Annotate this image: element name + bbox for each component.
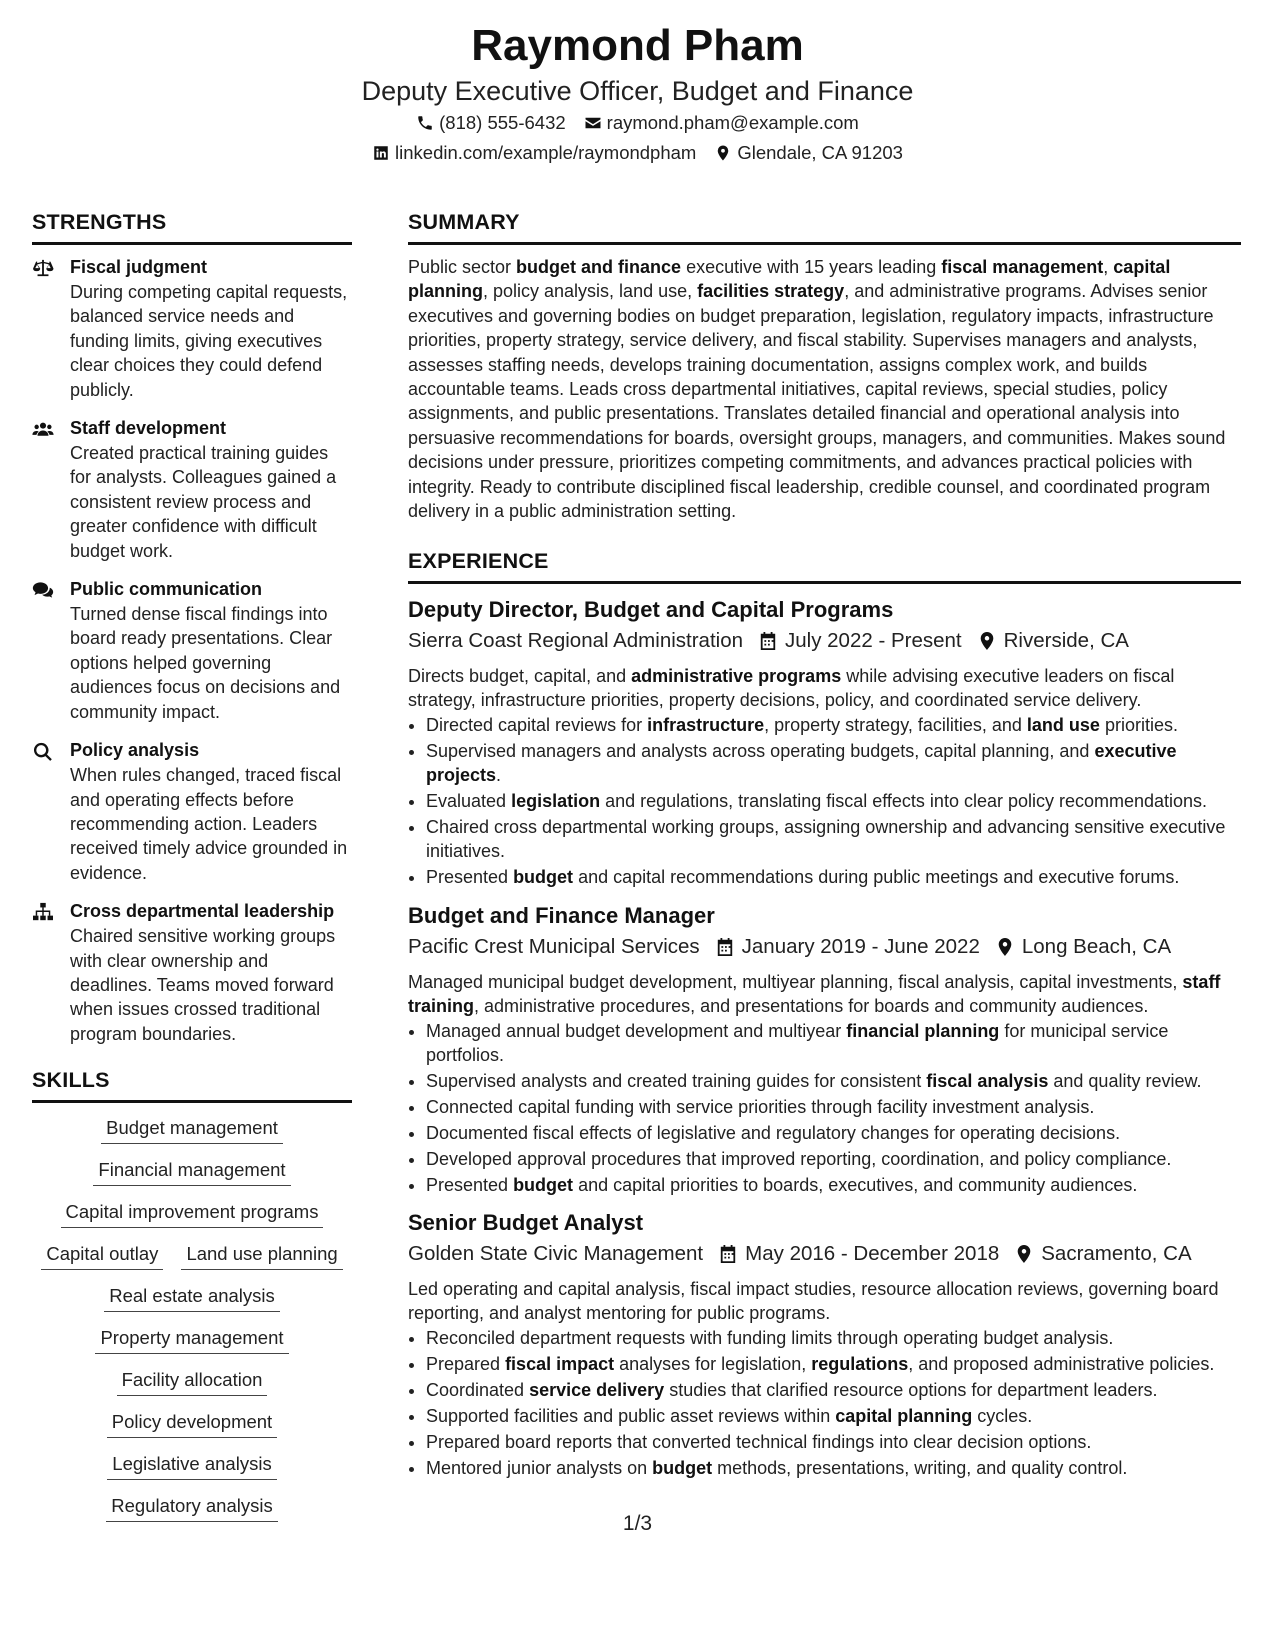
job-dates: May 2016 - December 2018 [719, 1239, 999, 1269]
experience-list [408, 594, 1241, 1481]
email-text: raymond.pham@example.com [606, 112, 859, 133]
contact-row-1 [0, 108, 1275, 138]
job-location: Sacramento, CA [1015, 1239, 1191, 1269]
skill-row [32, 1115, 352, 1144]
skill-row [32, 1451, 352, 1480]
resume-header [0, 18, 1275, 168]
skill-row [32, 1241, 352, 1270]
strength-description: When rules changed, traced fiscal and operating effects before recommending action. Leaders received timely advice grounded in evidence. [70, 765, 348, 883]
calendar-icon [716, 937, 734, 957]
candidate-name: Raymond Pham [471, 21, 804, 70]
strength-description: Created practical training guides for analysts. Colleagues gained a consistent review process and greater confidence with difficult budget work. [70, 443, 337, 561]
candidate-title: Deputy Executive Officer, Budget and Finance [361, 76, 914, 106]
skill-row [32, 1283, 352, 1312]
skill-tag: Policy development [107, 1409, 277, 1438]
contact-linkedin[interactable] [372, 138, 696, 168]
contact-row-2 [0, 138, 1275, 168]
skills-list [32, 1115, 352, 1522]
job-description: Led operating and capital analysis, fiscal impact studies, resource allocation reviews, governing board reporting, and analyst mentoring for public programs. [408, 1279, 1219, 1324]
summary-heading: SUMMARY [408, 202, 1241, 245]
job-description: Managed municipal budget development, multiyear planning, fiscal analysis, capital investments, staff training, administrative procedures, and presentations for boards and community audiences. [408, 971, 1221, 1016]
linkedin-text: linkedin.com/example/raymondpham [395, 142, 697, 163]
job-bullet: • Prepared fiscal impact analyses for legislation, regulations, and proposed administrative policies. [426, 1353, 1241, 1377]
job-bullet: • Supported facilities and public asset reviews within capital planning cycles. [426, 1405, 1241, 1429]
job-bullet: • Presented budget and capital priorities to boards, executives, and community audiences. [426, 1174, 1241, 1198]
job-bullet: • Managed annual budget development and multiyear financial planning for municipal service portfolios. [426, 1020, 1241, 1068]
right-column [408, 202, 1241, 1491]
map-pin-icon [996, 937, 1014, 957]
strength-item [32, 416, 352, 563]
job-bullet: • Supervised analysts and created training guides for consistent fiscal analysis and quality review. [426, 1070, 1241, 1094]
skill-tag: Property management [95, 1325, 288, 1354]
job-location: Riverside, CA [978, 626, 1129, 656]
sitemap-icon [32, 899, 70, 1046]
job-bullet: • Mentored junior analysts on budget methods, presentations, writing, and quality control. [426, 1457, 1241, 1481]
contact-email[interactable] [584, 108, 859, 138]
job-bullets [408, 1327, 1241, 1481]
experience-heading: EXPERIENCE [408, 541, 1241, 584]
job-title: Senior Budget Analyst [408, 1210, 644, 1236]
strength-description: Chaired sensitive working groups with clear ownership and deadlines. Teams moved forward when issues crossed traditional program boundaries. [70, 926, 336, 1044]
strength-item [32, 738, 352, 885]
skill-tag: Real estate analysis [104, 1283, 280, 1312]
skill-tag: Regulatory analysis [106, 1493, 277, 1522]
job-description: Directs budget, capital, and administrative programs while advising executive leaders on fiscal strategy, infrastructure priorities, property decisions, policy, and coordinated service delivery. [408, 666, 1175, 711]
job-dates: July 2022 - Present [759, 626, 962, 656]
job-bullet: • Presented budget and capital recommendations during public meetings and executive forums. [426, 866, 1241, 890]
job-bullet: • Supervised managers and analysts across operating budgets, capital planning, and executive projects. [426, 740, 1241, 788]
job-title: Deputy Director, Budget and Capital Programs [408, 597, 894, 623]
job-organization: Pacific Crest Municipal Services [408, 934, 700, 958]
page-indicator: 1/3 [622, 1512, 653, 1535]
job-bullet: • Developed approval procedures that improved reporting, coordination, and policy compliance. [426, 1148, 1241, 1172]
job-bullet: • Evaluated legislation and regulations, translating fiscal effects into clear policy recommendations. [426, 790, 1241, 814]
job-location: Long Beach, CA [996, 932, 1171, 962]
job-organization: Sierra Coast Regional Administration [408, 629, 743, 653]
job-bullet: • Connected capital funding with service priorities through facility investment analysis. [426, 1096, 1241, 1120]
job-title: Budget and Finance Manager [408, 902, 715, 928]
map-pin-icon [978, 631, 996, 651]
linkedin-icon [372, 144, 390, 162]
skill-tag: Capital outlay [41, 1241, 163, 1270]
job-bullet: • Documented fiscal effects of legislative and regulatory changes for operating decisions. [426, 1122, 1241, 1146]
job-organization: Golden State Civic Management [408, 1242, 704, 1266]
map-pin-icon [714, 144, 732, 162]
strength-title: Cross departmental leadership [70, 901, 335, 922]
strength-item [32, 577, 352, 724]
skill-tag: Capital improvement programs [61, 1199, 324, 1228]
skill-tag: Legislative analysis [107, 1451, 276, 1480]
summary-text: Public sector budget and finance executive with 15 years leading fiscal management, capital planning, policy analysis, land use, facilities strategy, and administrative programs. Advises senior executives and governing bodies on budget preparation, legislation, regulatory impacts, infrastructure priorities, property strategy, service delivery, and fiscal stability. Supervises managers and analysts, assesses staffing needs, develops training documentation, assigns complex work, and builds accountable teams. Leads cross departmental initiatives, capital reviews, special studies, policy assignments, and public presentations. Translates detailed financial and operational analysis into persuasive recommendations for boards, oversight groups, managers, and communities. Makes sound decisions under pressure, prioritizes competing commitments, and advances practical policies with integrity. Ready to contribute disciplined fiscal leadership, credible counsel, and coordinated program delivery in a public administration setting. [408, 257, 1226, 522]
job-bullet: • Prepared board reports that converted technical findings into clear decision options. [426, 1431, 1241, 1455]
left-column [32, 202, 352, 1535]
strength-title: Policy analysis [70, 740, 200, 761]
strength-item [32, 899, 352, 1046]
calendar-icon [759, 631, 777, 651]
skill-tag: Financial management [93, 1157, 290, 1186]
strength-title: Public communication [70, 579, 263, 600]
skill-row [32, 1325, 352, 1354]
phone-text: (818) 555-6432 [439, 112, 566, 133]
strength-item [32, 255, 352, 402]
job-entry [408, 1207, 1241, 1481]
location-text: Glendale, CA 91203 [737, 142, 903, 163]
job-bullet: • Chaired cross departmental working groups, assigning ownership and advancing sensitive executive initiatives. [426, 816, 1241, 864]
skill-row [32, 1199, 352, 1228]
job-meta [408, 932, 1241, 962]
map-pin-icon [1015, 1244, 1033, 1264]
job-bullet: • Reconciled department requests with funding limits through operating budget analysis. [426, 1327, 1241, 1351]
strengths-heading: STRENGTHS [32, 202, 352, 245]
skill-row [32, 1157, 352, 1186]
skill-tag: Facility allocation [117, 1367, 268, 1396]
job-bullet: • Coordinated service delivery studies that clarified resource options for department leaders. [426, 1379, 1241, 1403]
job-bullets [408, 714, 1241, 889]
job-entry [408, 594, 1241, 889]
skill-row [32, 1367, 352, 1396]
calendar-icon [719, 1244, 737, 1264]
contact-location [714, 138, 903, 168]
skill-tag: Budget management [101, 1115, 283, 1144]
job-dates: January 2019 - June 2022 [716, 932, 980, 962]
users-icon [32, 416, 70, 563]
strength-title: Staff development [70, 418, 227, 439]
phone-icon [416, 114, 434, 132]
job-entry [408, 900, 1241, 1198]
strength-title: Fiscal judgment [70, 257, 208, 277]
skill-tag: Land use planning [181, 1241, 342, 1270]
contact-phone [416, 108, 566, 138]
skills-heading: SKILLS [32, 1060, 352, 1103]
envelope-icon [584, 114, 602, 132]
job-bullet: • Directed capital reviews for infrastructure, property strategy, facilities, and land use priorities. [426, 714, 1241, 738]
strength-description: During competing capital requests, balanced service needs and funding limits, giving executives clear choices they could defend publicly. [70, 282, 348, 400]
scale-icon [32, 255, 70, 402]
search-icon [32, 738, 70, 885]
job-bullets [408, 1020, 1241, 1198]
skill-row [32, 1409, 352, 1438]
job-meta [408, 1239, 1241, 1269]
job-meta [408, 626, 1241, 656]
comments-icon [32, 577, 70, 724]
strengths-list [32, 255, 352, 1046]
strength-description: Turned dense fiscal findings into board ready presentations. Clear options helped governing audiences focus on decisions and community impact. [70, 604, 341, 722]
